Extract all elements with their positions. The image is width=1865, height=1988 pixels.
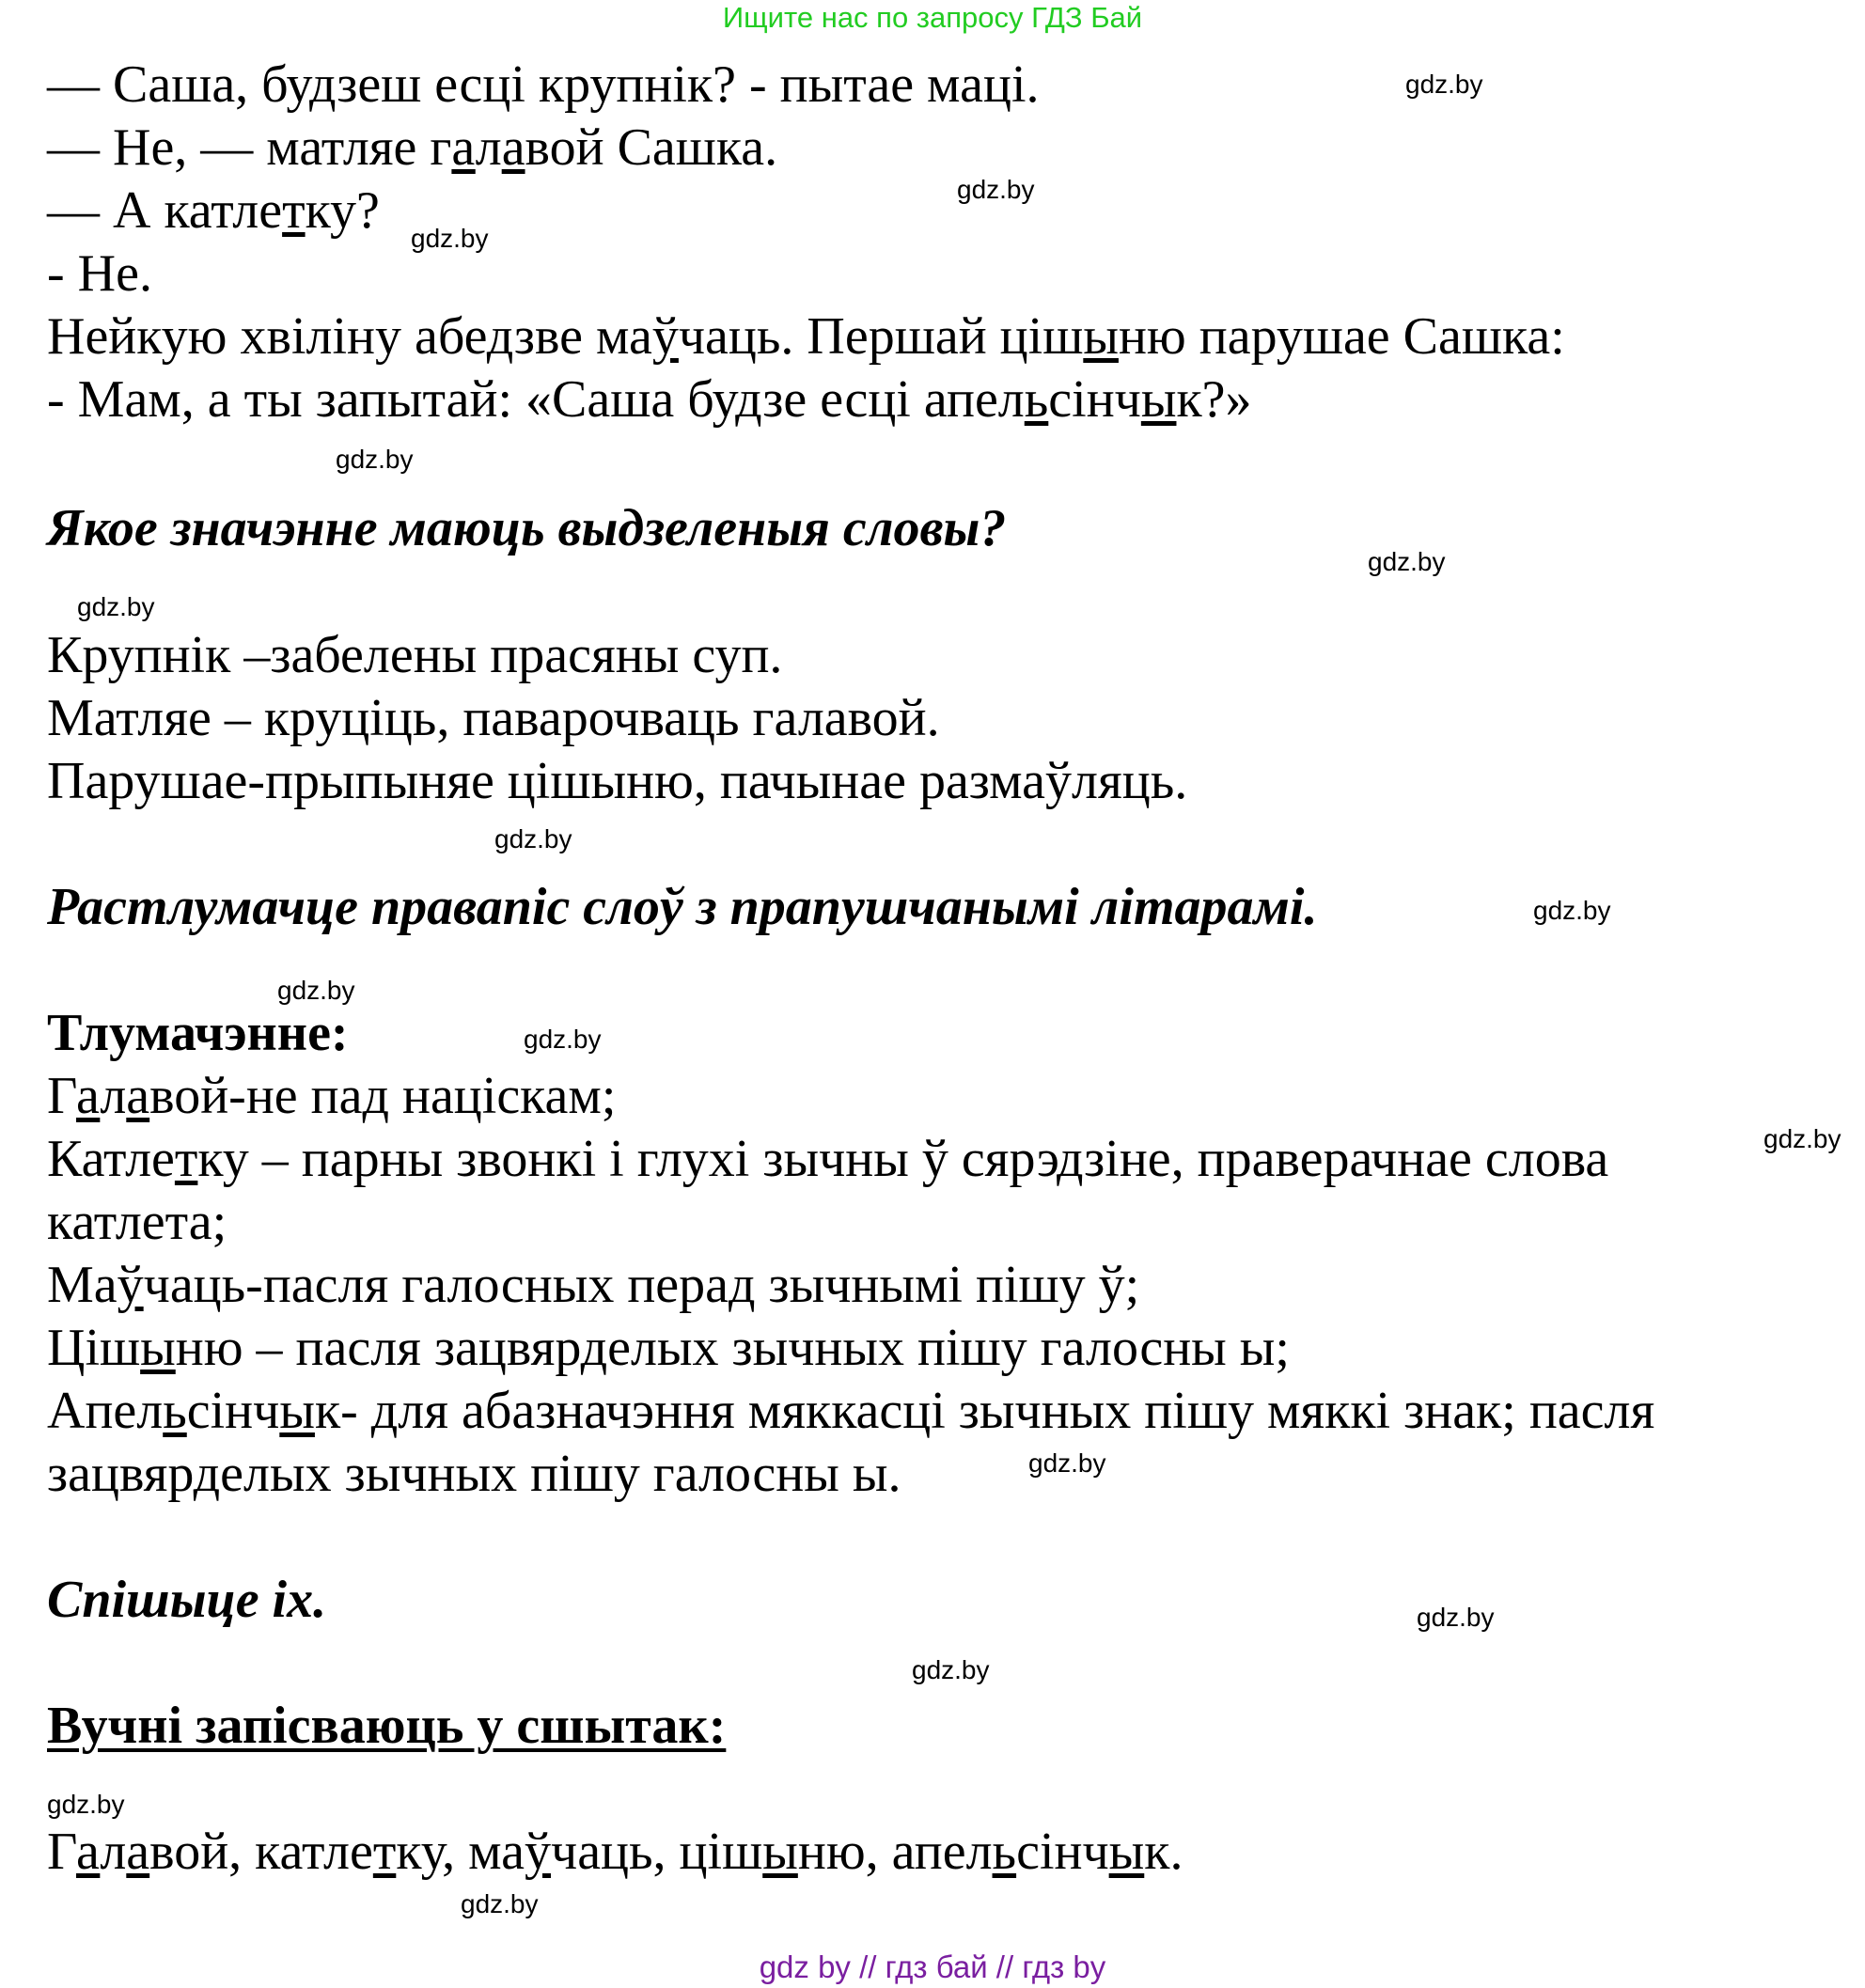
explanation-3: Маўчаць-пасля галосных перад зычнымі пішу ў; <box>47 1256 1140 1314</box>
explanation-2: Катлетку – парны звонкі і глухі зычны ў сярэдзіне, праверачнае слова <box>47 1130 1609 1188</box>
watermark: gdz.by <box>1028 1448 1106 1478</box>
watermark: gdz.by <box>1763 1124 1841 1153</box>
watermark: gdz.by <box>461 1889 539 1918</box>
dialogue-line-3: — А катлетку? <box>47 181 380 240</box>
watermark: gdz.by <box>524 1025 602 1054</box>
watermark: gdz.by <box>912 1655 990 1684</box>
watermark: gdz.by <box>1405 70 1483 99</box>
watermark: gdz.by <box>411 224 489 253</box>
notebook-heading: Вучні запісваюць у сшытак: <box>47 1697 727 1755</box>
watermark: gdz.by <box>336 445 414 474</box>
footer-links[interactable]: gdz by // гдз бай // гдз by <box>759 1949 1106 1984</box>
final-words: Галавой, катлетку, маўчаць, цішыню, апельсінчык. <box>47 1823 1183 1881</box>
dialogue-line-2: — Не, — матляе галавой Сашка. <box>47 118 778 177</box>
watermark: gdz.by <box>1533 896 1611 925</box>
question-meaning: Якое значэнне маюць выдзеленыя словы? <box>47 499 1007 557</box>
explanation-5-cont: зацвярделых зычных пішу галосны ы. <box>47 1445 901 1503</box>
watermark: gdz.by <box>77 592 155 621</box>
definition-2: Матляе – круціць, паварочваць галавой. <box>47 689 940 747</box>
watermark: gdz.by <box>494 824 572 853</box>
definition-3: Парушае-прыпыняе цішыню, пачынае размаўляць. <box>47 752 1188 810</box>
site-banner[interactable]: Ищите нас по запросу ГДЗ Бай <box>722 1 1143 34</box>
question-write: Спішыце іх. <box>47 1571 327 1629</box>
explanation-2-cont: катлета; <box>47 1193 227 1251</box>
dialogue-line-5: Нейкую хвіліну абедзве маўчаць. Першай цішыню парушае Сашка: <box>47 307 1565 366</box>
watermark: gdz.by <box>957 175 1035 204</box>
watermark: gdz.by <box>47 1790 125 1819</box>
dialogue-line-6: - Мам, а ты запытай: «Саша будзе есці апельсінчык?» <box>47 370 1252 429</box>
watermark: gdz.by <box>1417 1603 1495 1632</box>
dialogue-line-1: — Саша, будзеш есці крупнік? - пытае маці. <box>47 55 1040 114</box>
question-spelling: Растлумачце правапіс слоў з прапушчанымі літарамі. <box>47 878 1318 936</box>
explanation-4: Цішыню – пасля зацвярделых зычных пішу галосны ы; <box>47 1319 1290 1377</box>
watermark: gdz.by <box>1368 547 1446 576</box>
explanation-5: Апельсінчык- для абазначэння мяккасці зычных пішу мяккі знак; пасля <box>47 1382 1655 1440</box>
explanation-heading: Тлумачэнне: <box>47 1004 349 1062</box>
watermark: gdz.by <box>277 976 355 1005</box>
explanation-1: Галавой-не пад націскам; <box>47 1067 617 1125</box>
definition-1: Крупнік –забелены прасяны суп. <box>47 626 783 684</box>
dialogue-line-4: - Не. <box>47 244 152 303</box>
